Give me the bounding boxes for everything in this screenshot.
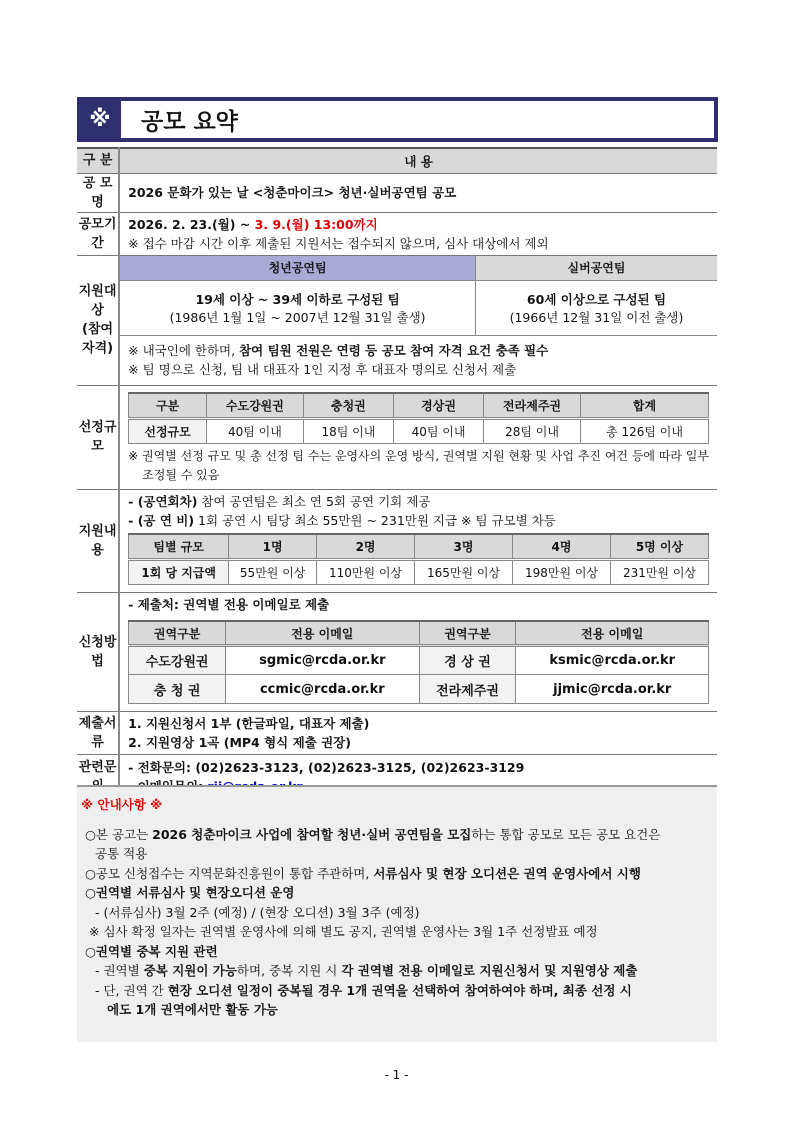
notice-box — [77, 785, 717, 1042]
scale-header-cell: 수도강원권 — [206, 393, 303, 418]
header-content: 내 용 — [119, 148, 717, 173]
scale-header-cell: 전라제주권 — [484, 393, 581, 418]
notice-p3s: - (서류심사) 3월 2주 (예정) / (현장 오디션) 3월 3주 (예정) — [95, 904, 420, 920]
notice-p4a4: 각 권역별 전용 이메일로 지원신청서 및 지원영상 제출 — [341, 963, 638, 978]
scale-cell: 40팀 이내 — [393, 418, 483, 443]
period-start: 2026. 2. 23.(월) ~ — [128, 216, 255, 232]
scale-note1: ※ 권역별 선정 규모 및 총 선정 팀 수는 운영사의 운영 방식, 권역별 지원 현황 및 사업 추진 여건 등에 따라 일부 — [128, 448, 709, 463]
contest-name: 2026 문화가 있는 날 <청춘마이크> 청년·실버공연팀 공모 — [128, 185, 457, 200]
silver-age: 60세 이상으로 구성된 팀 — [526, 292, 667, 307]
summary-table — [77, 147, 717, 800]
doc-1: 1. 지원신청서 1부 (한글파일, 대표자 제출) — [128, 715, 370, 731]
eligibility-table — [120, 256, 717, 337]
support-header-cell: 2명 — [317, 534, 415, 559]
page-number: - 1 - — [384, 1068, 409, 1082]
section-title — [77, 97, 718, 142]
label-apply: 신청방법 — [77, 592, 119, 711]
scale-cell: 28팀 이내 — [484, 418, 581, 443]
scale-header-cell: 경상권 — [393, 393, 483, 418]
notice-p3n: ※ 심사 확정 일자는 권역별 운영사에 의해 별도 공지, 권역별 운영사는 3월 1주 선정발표 예정 — [89, 924, 598, 939]
silver-birth: (1966년 12월 31일 이전 출생) — [509, 310, 684, 325]
contact-phone: - 전화문의: (02)2623-3123, (02)2623-3125, (02)2623-3129 — [128, 759, 525, 775]
notice-p4: ○권역별 중복 지원 관련 — [85, 943, 218, 959]
support-cell: 1회 당 지급액 — [129, 559, 229, 584]
row-period — [77, 212, 717, 255]
reference-mark-icon: ※ — [89, 107, 111, 132]
email-cell: 수도강원권 — [129, 646, 226, 675]
support-cell: 55만원 이상 — [229, 559, 317, 584]
row-apply — [77, 592, 717, 711]
email-table — [128, 620, 709, 705]
notice-p1d: 공통 적용 — [95, 846, 148, 861]
header-category: 구 분 — [77, 148, 119, 173]
notice-p1c: 하는 통합 공모로 모든 공모 요건은 — [471, 826, 661, 842]
scale-note2: 조정될 수 있음 — [142, 467, 220, 482]
row-support — [77, 489, 717, 592]
support-l1b: 참여 공연팀은 최소 연 5회 공연 기회 제공 — [197, 494, 431, 510]
support-l2b: 1회 공연 시 팀당 최소 55만원 ~ 231만원 지급 ※ 팀 규모별 차등 — [194, 513, 556, 529]
row-name — [77, 173, 717, 212]
notice-p4a3: 하며, 중복 지원 시 — [236, 963, 342, 978]
notice-p4b3: 에도 1개 권역에서만 활동 가능 — [107, 1002, 279, 1017]
doc-2: 2. 지원영상 1곡 (MP4 형식 제출 권장) — [128, 734, 351, 750]
label-eligibility-2: (참여자격) — [82, 322, 114, 357]
scale-cell: 선정규모 — [129, 418, 207, 443]
label-period: 공모기간 — [77, 212, 119, 255]
email-cell: 경 상 권 — [419, 646, 516, 675]
notice-p3: ○권역별 서류심사 및 현장오디션 운영 — [85, 885, 295, 900]
eligibility-note1b: 참여 팀원 전원은 연령 등 공모 참여 자격 요건 충족 필수 — [239, 343, 549, 358]
eligibility-note2: ※ 팀 명으로 신청, 팀 내 대표자 1인 지정 후 대표자 명의로 신청서 제출 — [128, 362, 517, 377]
period-note: ※ 접수 마감 시간 이후 제출된 지원서는 접수되지 않으며, 심사 대상에서 제외 — [128, 235, 549, 251]
support-cell: 198만원 이상 — [513, 559, 611, 584]
email-cell: 충 청 권 — [129, 675, 226, 704]
youth-head: 청년공연팀 — [120, 256, 475, 281]
label-support: 지원내용 — [77, 489, 119, 592]
notice-p2b: 서류심사 및 현장 오디션은 권역 운영사에서 시행 — [373, 865, 641, 881]
support-header-cell: 팀별 규모 — [129, 534, 229, 559]
notice-p4b2: 현장 오디션 일정이 중복될 경우 1개 권역을 선택하여 참여하여야 하며, 최종 선정 시 — [167, 982, 632, 998]
support-cell: 231만원 이상 — [610, 559, 708, 584]
email-header-cell: 전용 이메일 — [516, 621, 709, 646]
label-eligibility — [77, 255, 119, 386]
support-l2a: - (공 연 비) — [128, 513, 195, 529]
email-cell: jjmic@rcda.or.kr — [516, 675, 709, 704]
notice-p1b: 2026 청춘마이크 사업에 참여할 청년·실버 공연팀을 모집 — [152, 826, 472, 842]
support-cell: 165만원 이상 — [415, 559, 513, 584]
apply-intro: - 제출처: 권역별 전용 이메일로 제출 — [128, 596, 330, 612]
scale-header-cell: 구분 — [129, 393, 207, 418]
support-cell: 110만원 이상 — [317, 559, 415, 584]
label-scale: 선정규모 — [77, 386, 119, 490]
label-eligibility-1: 지원대상 — [78, 284, 117, 319]
eligibility-note1a: ※ 내국인에 한하며, — [128, 343, 240, 358]
scale-table — [128, 392, 709, 444]
email-header-cell: 전용 이메일 — [226, 621, 420, 646]
email-cell: 전라제주권 — [419, 675, 516, 704]
support-table — [128, 533, 709, 585]
row-docs — [77, 711, 717, 754]
period-end: 3. 9.(월) 13:00까지 — [254, 216, 378, 232]
label-docs: 제출서류 — [77, 711, 119, 754]
email-cell: ksmic@rcda.or.kr — [516, 646, 709, 675]
table-header — [77, 148, 717, 173]
notice-p1a: ○본 공고는 — [85, 826, 153, 842]
label-contact: 관련문 — [77, 754, 119, 799]
row-eligibility — [77, 255, 717, 386]
email-header-cell: 권역구분 — [419, 621, 516, 646]
silver-head: 실버공연팀 — [476, 256, 718, 281]
scale-header-cell: 합계 — [580, 393, 708, 418]
section-title-text: 공모 요약 — [121, 101, 714, 138]
notice-p4a1: - 권역별 — [95, 963, 144, 978]
email-cell: ccmic@rcda.or.kr — [226, 675, 420, 704]
label-name: 공 모 명 — [77, 173, 119, 212]
notice-title: ※ 안내사항 ※ — [81, 797, 163, 812]
notice-p4b1: - 단, 권역 간 — [95, 982, 168, 998]
youth-age: 19세 이상 ~ 39세 이하로 구성된 팀 — [195, 292, 400, 307]
support-header-cell: 1명 — [229, 534, 317, 559]
scale-cell: 18팀 이내 — [303, 418, 393, 443]
support-header-cell: 4명 — [513, 534, 611, 559]
notice-p2a: ○공모 신청접수는 지역문화진흥원이 통합 주관하며, — [85, 865, 374, 881]
notice-p4a2: 중복 지원이 가능 — [143, 963, 237, 978]
email-cell: sgmic@rcda.or.kr — [226, 646, 420, 675]
youth-birth: (1986년 1월 1일 ~ 2007년 12월 31일 출생) — [169, 310, 426, 325]
scale-cell: 40팀 이내 — [206, 418, 303, 443]
support-header-cell: 3명 — [415, 534, 513, 559]
row-scale — [77, 386, 717, 490]
scale-header-cell: 충청권 — [303, 393, 393, 418]
support-l1a: - (공연회차) — [128, 494, 198, 510]
support-header-cell: 5명 이상 — [610, 534, 708, 559]
scale-cell: 총 126팀 이내 — [580, 418, 708, 443]
email-header-cell: 권역구분 — [129, 621, 226, 646]
